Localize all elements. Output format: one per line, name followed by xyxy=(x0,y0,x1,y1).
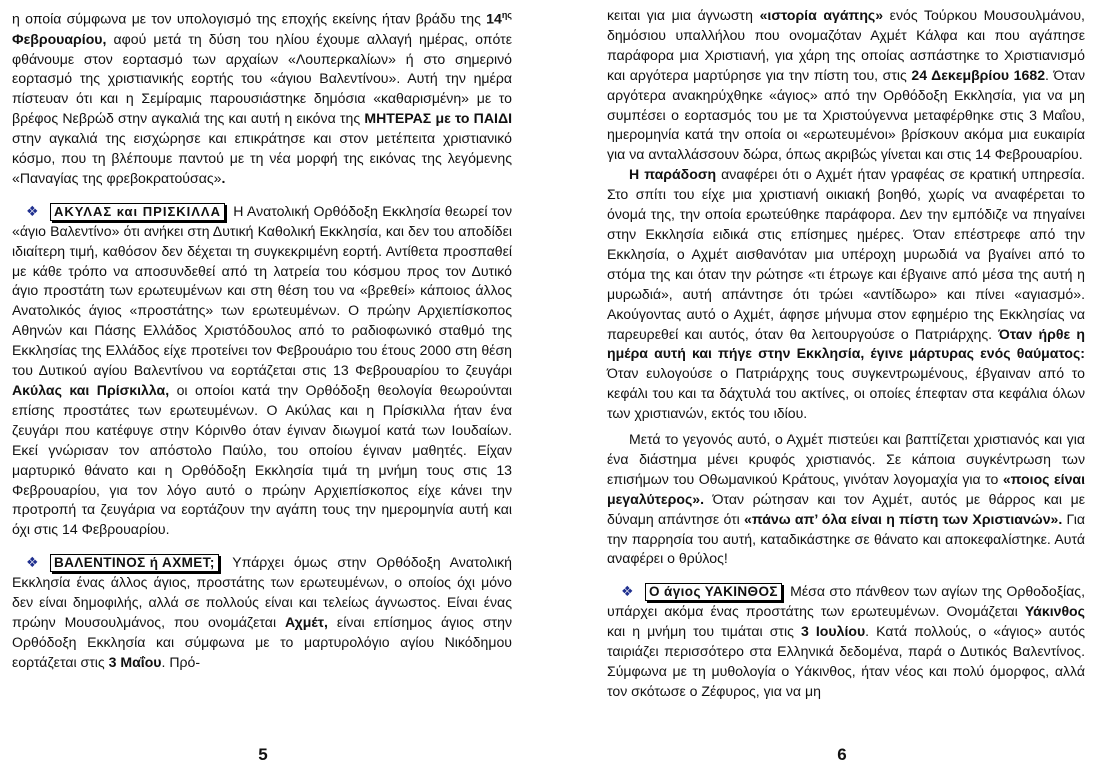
right-page xyxy=(607,6,1085,702)
page-number: 6 xyxy=(837,745,847,764)
paragraph: Η παράδοση αναφέρει ότι ο Αχμέτ ήταν γραφέας σε κρατική υπηρεσία. Στο σπίτι του είχε μια χριστιανή οικιακή βοηθό, χωρίς να αναφέρεται το όνομά της, την οποία ερωτεύθηκε παράφορα. Δεν την εμπόδιζε να πηγαίνει στην Εκκλησία ειδικά στις επίσημες ημέρες. Όταν επέστρεφε από την Εκκλησία, ο Αχμέτ αισθανόταν μια υπέροχη μυρωδιά να βγαίνει από το στόμα της και όταν την ρώτησε «τι έτρωγε και έβγαινε από μέσα της αυτή η μυρωδιά», αυτή απάντησε ότι τρώει «αντίδωρο» και πίνει «αγιασμό». Ακούγοντας αυτό ο Αχμέτ, άφησε μήνυμα στον εφημέριο της Εκκλησίας να παρευρεθεί και αυτός, όταν θα λειτουργούσε ο Πατριάρχης. Όταν ήρθε η ημέρα αυτή και πήγε στην Εκκλησία, έγινε μάρτυρας ενός θαύματος: Όταν ευλογούσε ο Πατριάρχης τους συγκεντρωμένους, έβγαιναν από το κεφάλι του και τα δάχτυλά του ακτίνες, οι οποίες έπεφταν στα κεφάλια όλων των χριστιανών, εκτός του ιδίου. xyxy=(607,166,1085,422)
paragraph: Μετά το γεγονός αυτό, ο Αχμέτ πιστεύει και βαπτίζεται χριστιανός και για ένα διάστημα μένει κρυφός χριστιανός. Σε κάποια συγκέντρωση των επισήμων του Οθωμανικού Κράτους, γινόταν λογομαχία για το «ποιος είναι μεγαλύτερος». Όταν ρώτησαν και τον Αχμέτ, αυτός με θάρρος και με δύναμη απάντησε ότι «πάνω απ’ όλα είναι η πίστη των Χριστιανών». Για την παρρησία του αυτή, καταδικάστηκε σε θάνατο και αποκεφαλίστηκε. Αυτά αναφέρει ο θρύλος! xyxy=(607,431,1086,567)
paragraph: ❖ Ο άγιος ΥΑΚΙΝΘΟΣ Μέσα στο πάνθεον των αγίων της Ορθοδοξίας, υπάρχει ακόμα ένας προστάτης των ερωτευμένων. Ονομάζεται Υάκινθος και η μνήμη του τιμάται στις 3 Ιουλίου. Κατά πολλούς, ο «άγιος» αυτός ταιριάζει περισσότερο στα Ελληνικά δεδομένα, παρά ο Δυτικός Βαλεντίνος. Σύμφωνα με τη μυθολογία ο Υάκινθος, ήταν νέος και πολύ όμορφος, αλλά τον σκότωσε ο Ζέφυρος, για να μη xyxy=(607,583,1085,699)
diamond-bullet-icon: ❖ xyxy=(621,583,634,600)
page-number: 5 xyxy=(258,745,268,764)
paragraph: η οποία σύμφωνα με τον υπολογισμό της εποχής εκείνης ήταν βράδυ της $14^{\eta\varsigma}$ Φεβρουαρίου, αφού μετά τη δύση του ηλίου έχουμε αλλαγή ημέρας, οπότε φθάνουμε στον εορτασμό των αρχαίων «Λουπερκαλίων» ή στο σημερινό εορτασμό της χριστιανικής εορτής του «άγιου Βαλεντίνου». Αυτή την ημέρα πίστευαν ότι και η Σεμίραμις παρουσιάστηκε δημόσια «καθαρισμένη» με το βρέφος Νεβρώδ στην αγκαλιά της και αυτή η εικόνα της ΜΗΤΕΡΑΣ με το ΠΑΙΔΙ στην αγκαλιά της εισχώρησε και επικράτησε και στον μετέπειτα χριστιανικό κόσμο, που τη βλέπουμε παντού με τη νέα μορφή της εικόνας της λεγόμενης «Παναγίας της φρεβοκρατούσας». xyxy=(12,10,512,186)
section-heading: ΒΑΛΕΝΤΙΝΟΣ ή ΑΧΜΕΤ; xyxy=(50,554,219,572)
section-heading: Ο άγιος ΥΑΚΙΝΘΟΣ xyxy=(645,583,782,601)
paragraph: ❖ ΒΑΛΕΝΤΙΝΟΣ ή ΑΧΜΕΤ; Υπάρχει όμως στην Ορθόδοξη Ανατολική Εκκλησία ένας άλλος άγιος, προστάτης των ερωτευμένων, ο οποίος όχι μόνο δεν είναι δημοφιλής, αλλά σε πολλούς είναι και τελείως άγνωστος. Είναι ένας πρώην Μουσουλμάνος, που ονομάζεται Αχμέτ, είναι επίσημος άγιος στην Ορθόδοξη Εκκλησία και σύμφωνα με το μαρτυρολόγιο αγίου Νικόδημου εορτάζεται στις 3 Μαΐου. Πρό- xyxy=(12,554,512,670)
paragraph: κειται για μια άγνωστη «ιστορία αγάπης» ενός Τούρκου Μουσουλμάνου, δημόσιου υπαλλήλου που ονομαζόταν Αχμέτ Κάλφα και που αγάπησε παράφορα μια Χριστιανή, για χάρη της οποίας ασπάστηκε το Χριστιανισμό και αργότερα μαρτύρησε για την πίστη του, στις 24 Δεκεμβρίου 1682. Όταν αργότερα ανακηρύχθηκε «άγιος» από την Ορθόδοξη Εκκλησία, για να μη συμπέσει ο εορτασμός του με τα Χριστούγεννα μεταφέρθηκε στις 3 Μαΐου, ημερομηνία κατά την οποία οι «ερωτευμένοι» βρίσκουν ακόμα μια ευκαιρία για να ανταλλάσσουν δώρα, όπως ακριβώς γίνεται και στις 14 Φεβρουαρίου. xyxy=(607,7,1085,163)
section-heading: ΑΚΥΛΑΣ και ΠΡΙΣΚΙΛΛΑ xyxy=(50,203,225,221)
left-page xyxy=(12,6,512,673)
diamond-bullet-icon: ❖ xyxy=(26,202,39,219)
diamond-bullet-icon: ❖ xyxy=(26,554,39,571)
paragraph: ❖ ΑΚΥΛΑΣ και ΠΡΙΣΚΙΛΛΑ Η Ανατολική Ορθόδοξη Εκκλησία θεωρεί τον «άγιο Βαλεντίνο» ότι ανήκει στη Δυτική Καθολική Εκκλησία, και δεν του αποδίδει ιδιαίτερη τιμή, καθόσον δεν δέχεται τη συγκεκριμένη εορτή. Αντίθετα προσπαθεί με κάθε τρόπο να αποσυνδεθεί από τη λατρεία του κόσμου προς τον Δυτικό άγιο προστάτη των ερωτευμένων και στη θέση του να «βρεθεί» κάποιος άλλος Ανατολικός άγιος «προστάτης» των ερωτευμένων. Ο πρώην Αρχιεπίσκοπος Αθηνών και Πάσης Ελλάδος Χριστόδουλος από το ραδιοφωνικό σταθμό της Εκκλησίας της Ελλάδος είχε προτείνει τον Φεβρουάριο του έτους 2000 στη θέση του Δυτικού αγίου Βαλεντίνου να εορτάζεται στις 13 Φεβρουαρίου το ζευγάρι Ακύλας και Πρίσκιλλα, οι οποίοι κατά την Ορθόδοξη θεολογία θεωρούνται επίσης προστάτες των ερωτευμένων. Ο Ακύλας και η Πρίσκιλλα ήταν ένα ζευγάρι που κατέφυγε στην Κόρινθο όταν έγιναν διωγμοί κατά των Ιουδαίων. Εκεί γνώρισαν τον απόστολο Παύλο, του οποίου έγιναν μαθητές. Είχαν μαρτυρικό θάνατο και η Ορθόδοξη Εκκλησία τιμά τη μνήμη τους στις 13 Φεβρουαρίου, για τον λόγο αυτό ο πρώην Αρχιεπίσκοπος είχε κάνει την προτροπή τα ζευγάρια να εορτάζουν την αγάπη τους την ημερομηνία αυτή και όχι στις 14 Φεβρουαρίου. xyxy=(12,202,513,538)
